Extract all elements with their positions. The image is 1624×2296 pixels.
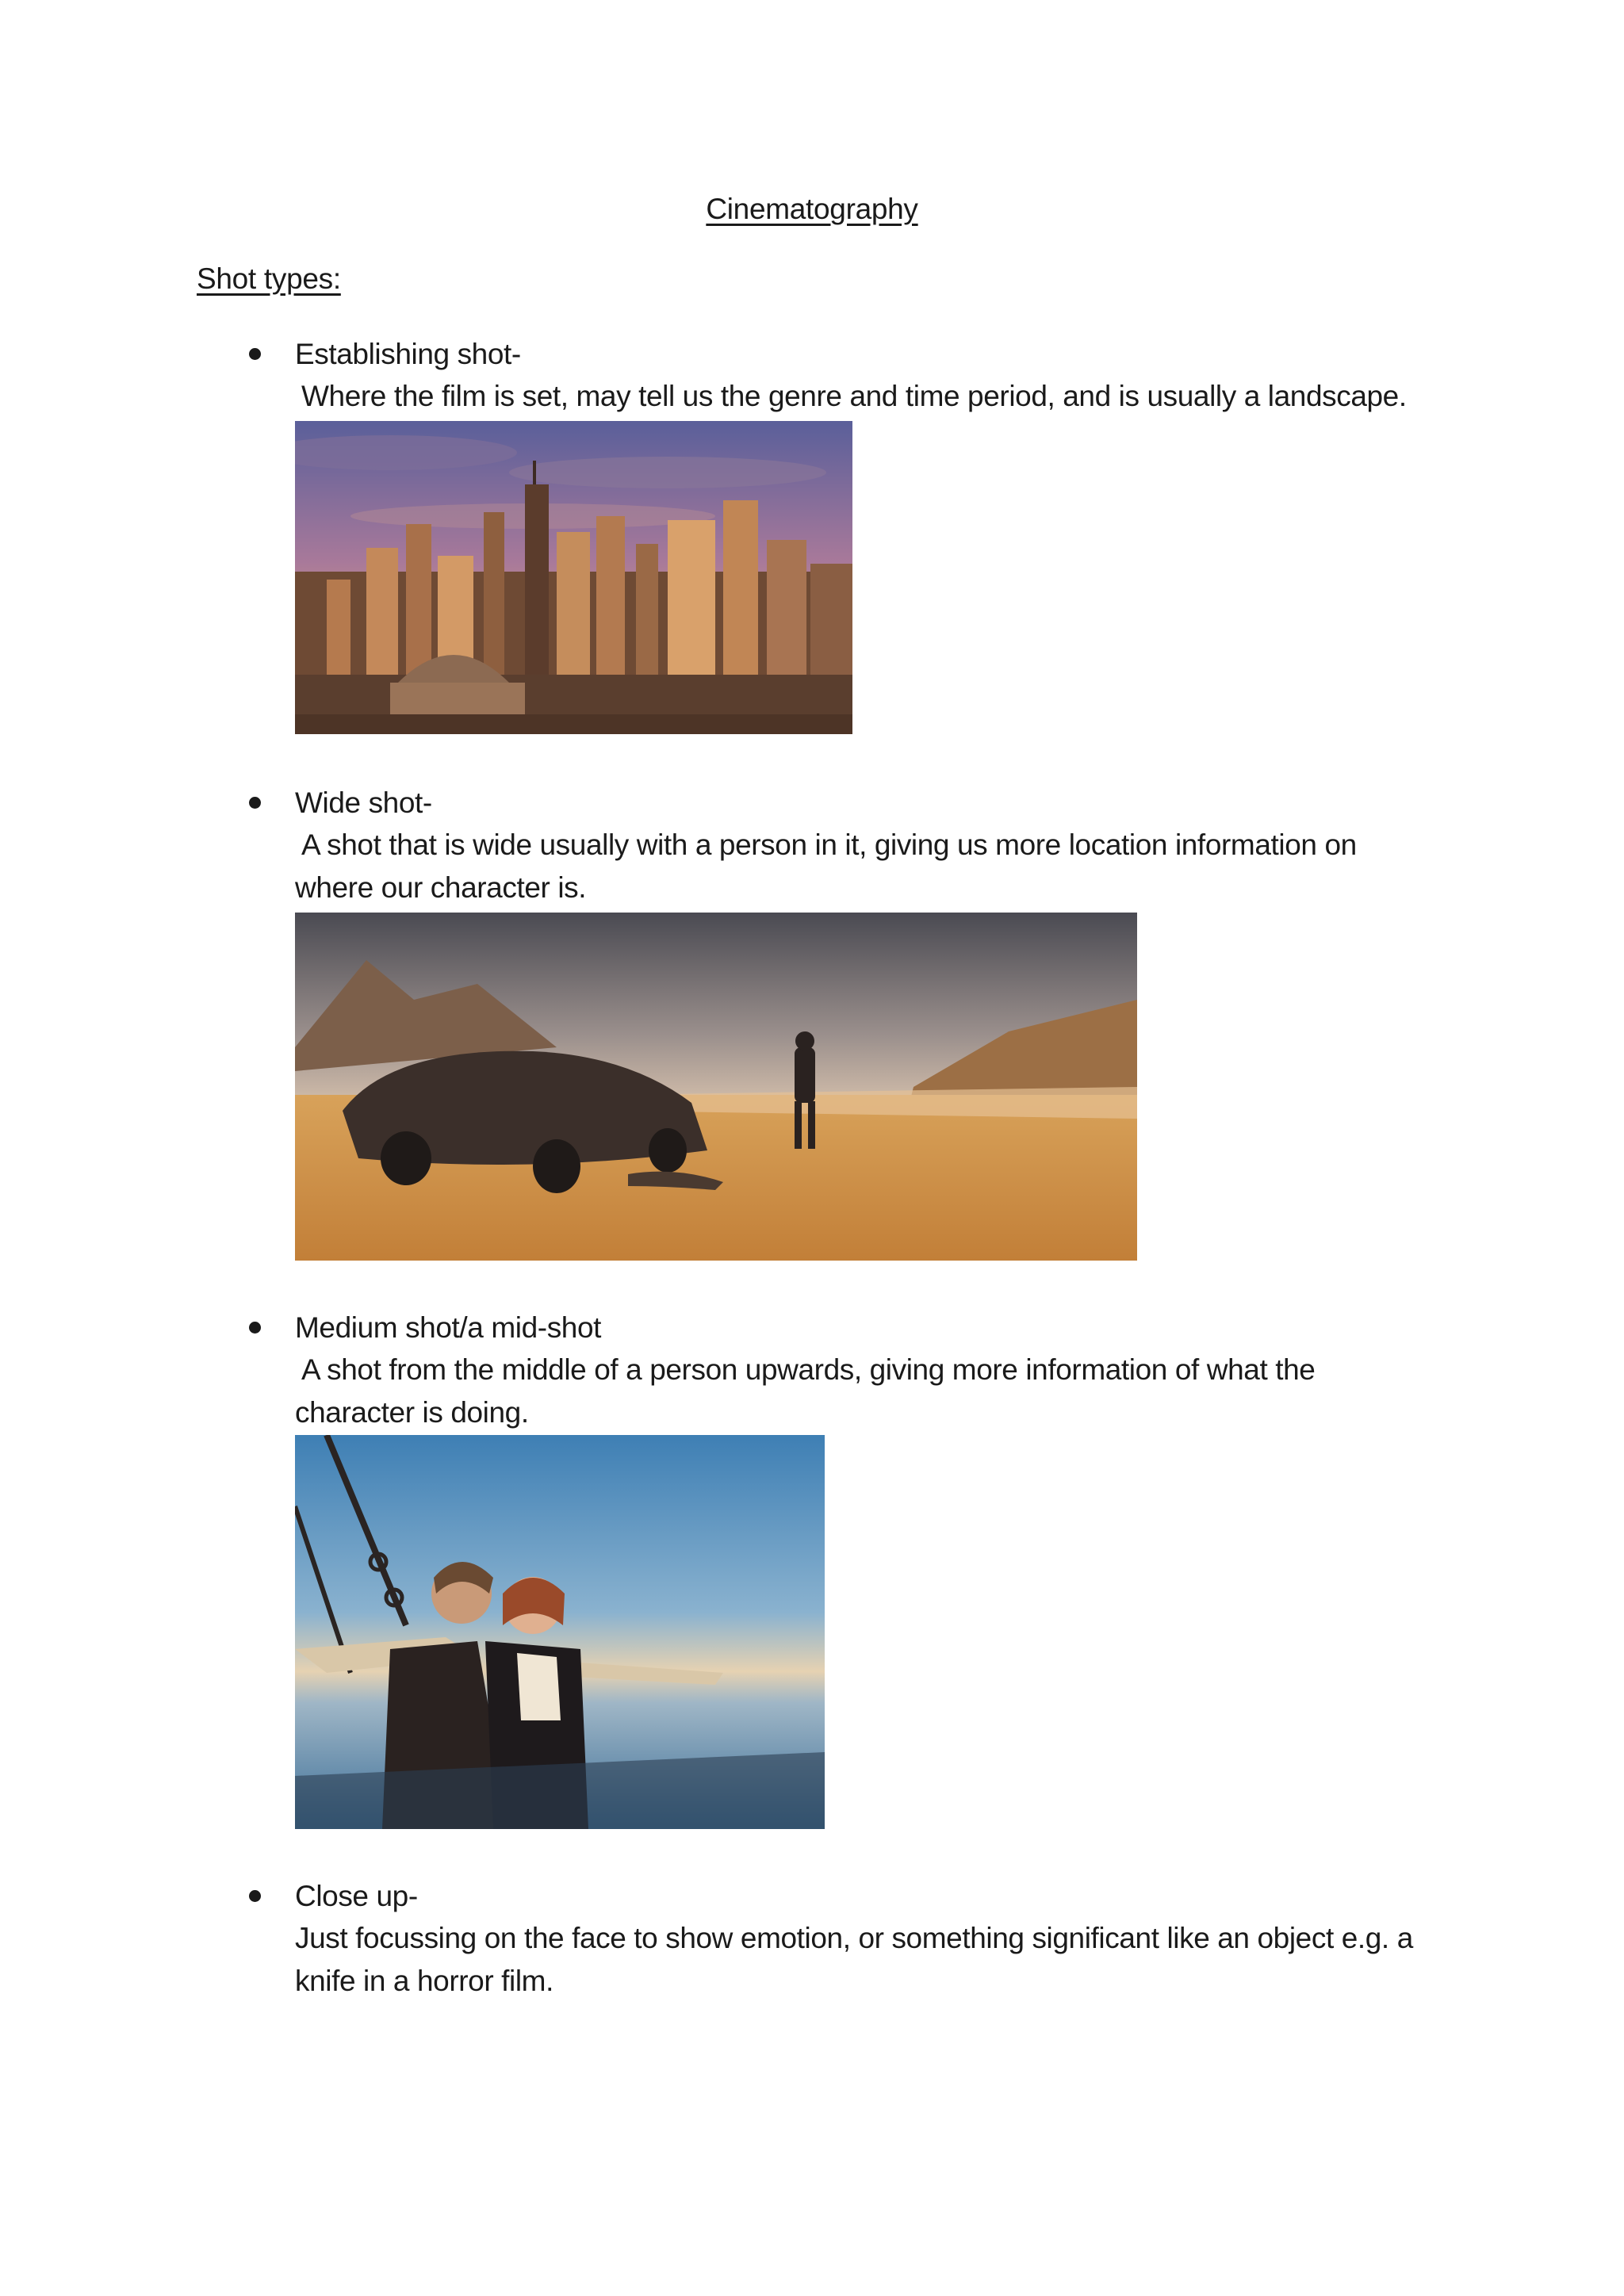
item-title-closeup: Close up- bbox=[295, 1880, 418, 1912]
bullet-establishing bbox=[249, 348, 261, 360]
bullet-closeup bbox=[249, 1890, 261, 1902]
desert-car-wide-shot-photo bbox=[295, 913, 1137, 1261]
item-title-medium: Medium shot/a mid-shot bbox=[295, 1311, 602, 1344]
item-title-establishing: Establishing shot- bbox=[295, 338, 521, 370]
item-desc-medium: A shot from the middle of a person upwards, giving more information of what the character is doing. bbox=[295, 1353, 1316, 1429]
city-skyline-sunset-photo bbox=[295, 421, 852, 734]
item-desc-closeup: Just focussing on the face to show emotion, or something significant like an object e.g. a knife in a horror film. bbox=[295, 1922, 1413, 1997]
item-desc-wide: A shot that is wide usually with a person in it, giving us more location information on where our character is. bbox=[295, 828, 1357, 904]
item-title-wide: Wide shot- bbox=[295, 786, 432, 819]
page-title: Cinematography bbox=[706, 193, 918, 225]
bullet-medium bbox=[249, 1322, 261, 1334]
bullet-wide bbox=[249, 797, 261, 809]
section-heading: Shot types: bbox=[197, 262, 341, 295]
ship-bow-couple-photo bbox=[295, 1435, 825, 1829]
item-desc-establishing: Where the film is set, may tell us the genre and time period, and is usually a landscape. bbox=[301, 380, 1407, 412]
